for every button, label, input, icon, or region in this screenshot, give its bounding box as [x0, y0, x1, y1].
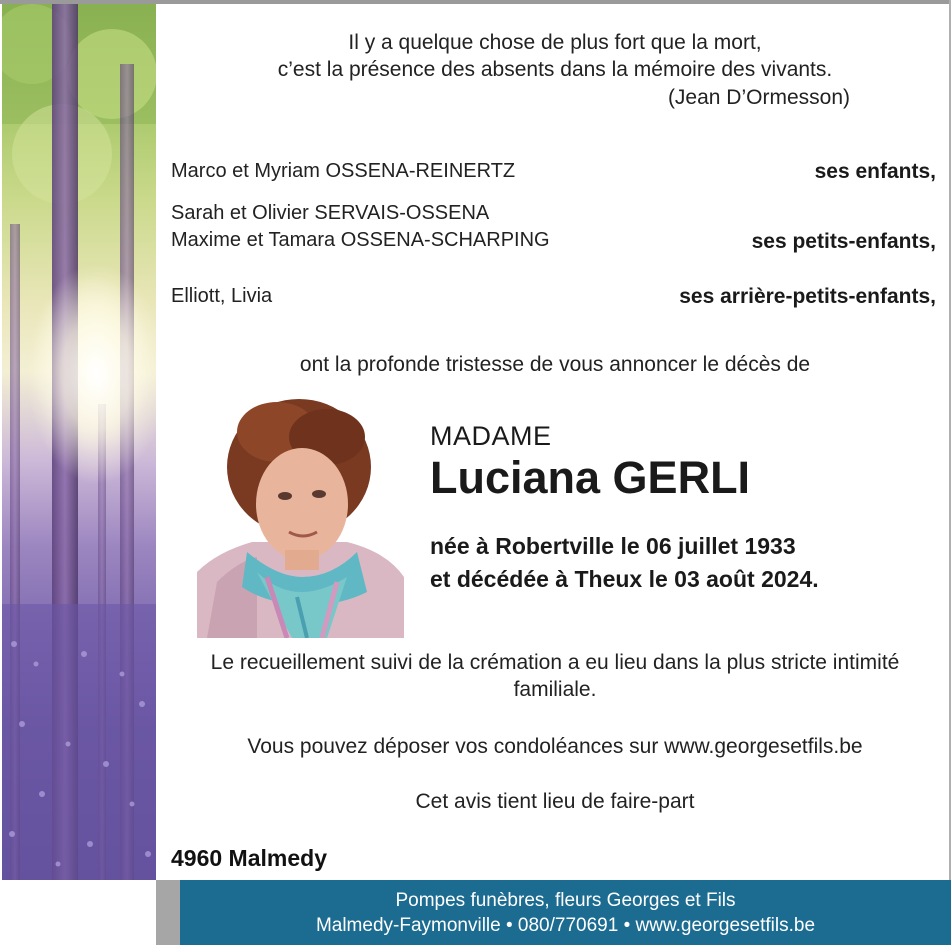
death-info: et décédée à Theux le 03 août 2024. — [430, 566, 819, 592]
birth-info: née à Robertville le 06 juillet 1933 — [430, 533, 796, 559]
city-label: 4960 Malmedy — [171, 845, 327, 871]
grandchildren-line-2: Maxime et Tamara OSSENA-SCHARPING — [171, 229, 550, 251]
children-label: ses enfants, — [814, 160, 936, 183]
ceremony-line-2: familiale. — [513, 678, 597, 701]
grandchildren-line-1: Sarah et Olivier SERVAIS-OSSENA — [171, 202, 490, 224]
greatgrandchildren-label: ses arrière-petits-enfants, — [679, 285, 936, 308]
notice-text: Cet avis tient lieu de faire-part — [415, 790, 695, 813]
footer-banner — [180, 880, 951, 945]
quote-line-2: c’est la présence des absents dans la mémoire des vivants. — [277, 58, 833, 81]
portrait-photo — [197, 392, 404, 638]
quote-line-1: Il y a quelque chose de plus fort que la mort, — [348, 31, 762, 54]
condolences-text: Vous pouvez déposer vos condoléances sur www.georgesetfils.be — [247, 735, 863, 758]
children-names: Marco et Myriam OSSENA-REINERTZ — [171, 160, 516, 182]
quote-author: (Jean D’Ormesson) — [667, 86, 850, 109]
grandchildren-label: ses petits-enfants, — [751, 230, 936, 253]
deceased-title: MADAME — [430, 421, 552, 451]
footer-contact: Malmedy-Faymonville • 080/770691 • www.georgesetfils.be — [315, 915, 816, 936]
deceased-name: Luciana GERLI — [430, 452, 751, 503]
announcement-text: ont la profonde tristesse de vous annoncer le décès de — [299, 353, 811, 376]
grey-strip — [156, 880, 180, 945]
greatgrandchildren-names: Elliott, Livia — [171, 285, 273, 307]
footer-company: Pompes funèbres, fleurs Georges et Fils — [395, 890, 736, 911]
forest-bluebell-image — [2, 4, 156, 880]
ceremony-line-1: Le recueillement suivi de la crémation a eu lieu dans la plus stricte intimité — [210, 651, 900, 674]
